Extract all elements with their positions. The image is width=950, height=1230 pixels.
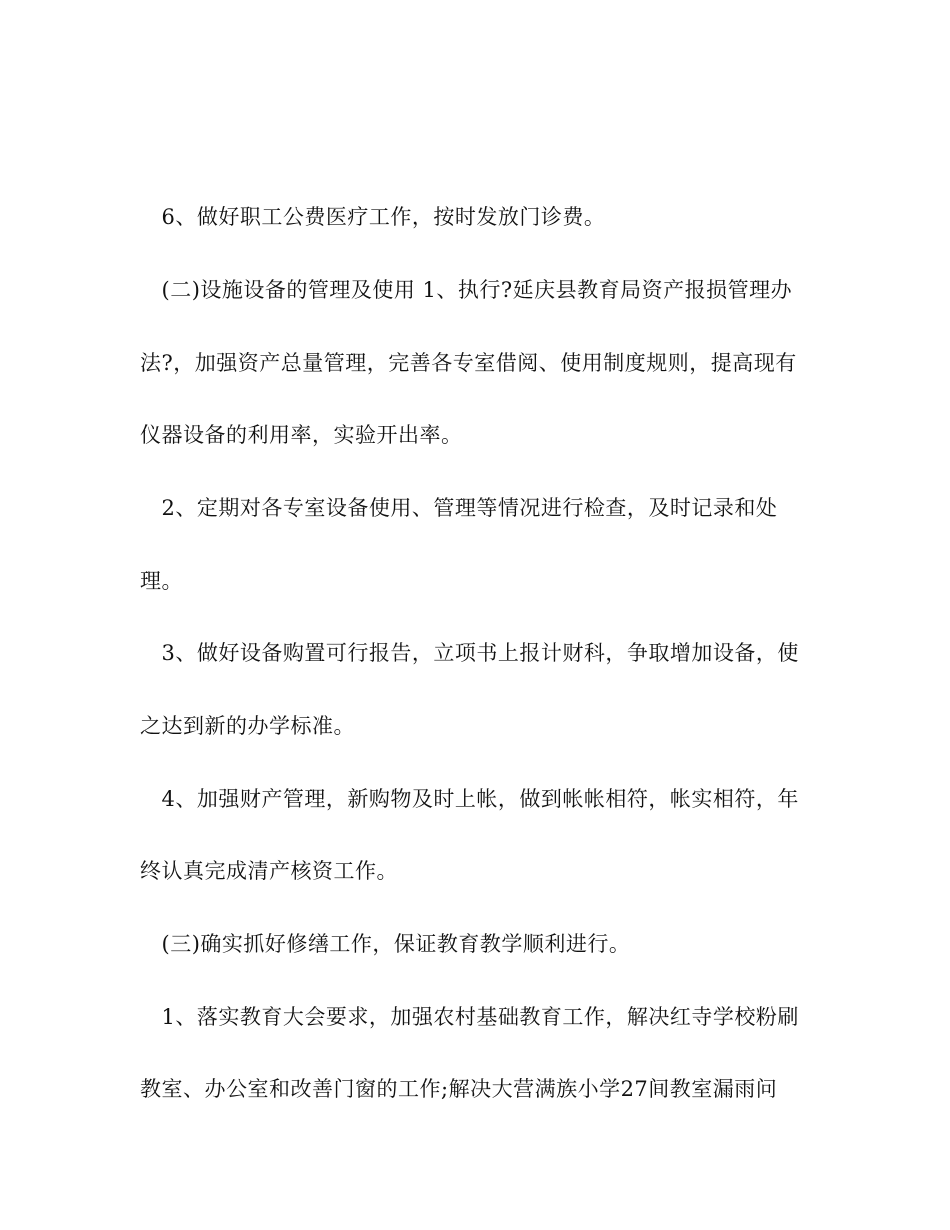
text-line: 6、做好职工公费医疗工作，按时发放门诊费。 bbox=[140, 205, 606, 229]
text-line: 仪器设备的利用率，实验开出率。 bbox=[140, 423, 463, 447]
text-line: 4、加强财产管理，新购物及时上帐，做到帐帐相符，帐实相符，年 bbox=[140, 787, 799, 811]
text-line: 2、定期对各专室设备使用、管理等情况进行检查，及时记录和处 bbox=[140, 496, 778, 520]
text-line: (二)设施设备的管理及使用 1、执行?延庆县教育局资产报损管理办 bbox=[140, 278, 793, 302]
text-line: (三)确实抓好修缮工作，保证教育教学顺利进行。 bbox=[140, 932, 631, 956]
text-line: 法?，加强资产总量管理，完善各专室借阅、使用制度规则，提高现有 bbox=[140, 351, 797, 375]
text-line: 之达到新的办学标准。 bbox=[140, 714, 355, 738]
text-line: 教室、办公室和改善门窗的工作;解决大营满族小学27间教室漏雨问 bbox=[140, 1077, 778, 1101]
text-line: 1、落实教育大会要求，加强农村基础教育工作，解决红寺学校粉刷 bbox=[140, 1005, 799, 1029]
text-line: 终认真完成清产核资工作。 bbox=[140, 859, 398, 883]
text-line: 3、做好设备购置可行报告，立项书上报计财科，争取增加设备，使 bbox=[140, 641, 799, 665]
text-line: 理。 bbox=[140, 569, 183, 593]
